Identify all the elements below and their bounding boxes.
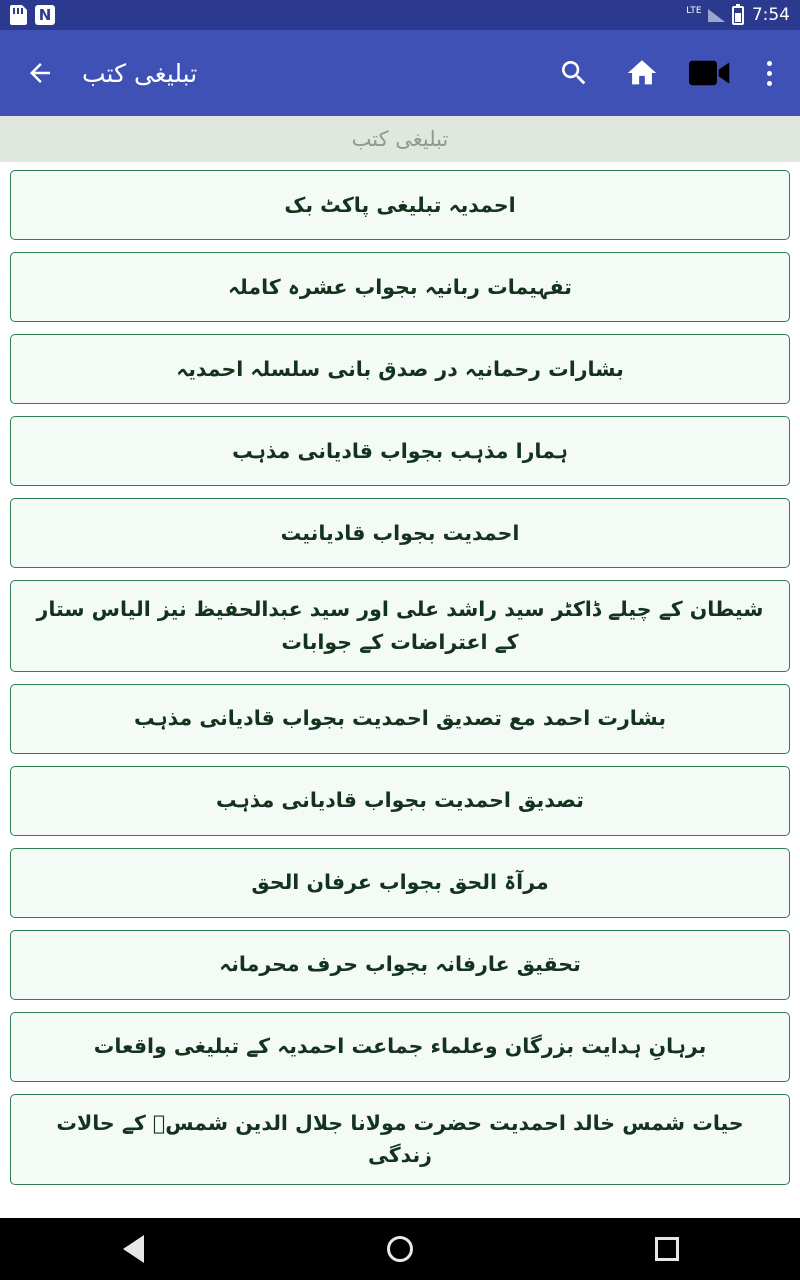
video-icon[interactable] <box>688 51 732 95</box>
list-item-label: بشارات رحمانیہ در صدق بانی سلسلہ احمدیہ <box>176 356 624 381</box>
sd-card-icon <box>10 5 27 25</box>
overflow-menu-icon[interactable] <box>756 51 782 95</box>
list-item-label: حیات شمس خالد احمدیت حضرت مولانا جلال الدین شمسؓ کے حالات زندگی <box>56 1110 744 1168</box>
list-item[interactable] <box>10 170 790 240</box>
arrow-back-icon[interactable] <box>18 51 62 95</box>
list-item[interactable] <box>10 416 790 486</box>
home-nav-icon[interactable] <box>360 1218 440 1280</box>
list-item-label: شیطان کے چیلے ڈاکٹر سید راشد علی اور سید عبدالحفیظ نیز الیاس ستار کے اعتراضات کے جوابات <box>36 597 764 654</box>
list-item[interactable] <box>10 252 790 322</box>
section-header-label: تبلیغی کتب <box>351 127 449 151</box>
list-item[interactable] <box>10 1094 790 1186</box>
home-icon[interactable] <box>620 51 664 95</box>
app-bar <box>0 30 800 116</box>
list-item[interactable] <box>10 1012 790 1082</box>
status-bar <box>0 0 800 30</box>
list-item-label: مرآۃ الحق بجواب عرفان الحق <box>251 870 549 895</box>
list-item[interactable] <box>10 848 790 918</box>
recents-nav-icon[interactable] <box>627 1218 707 1280</box>
list-item-label: برہانِ ہدایت بزرگان وعلماء جماعت احمدیہ کے تبلیغی واقعات <box>93 1034 707 1059</box>
page-title: تبلیغی کتب <box>82 58 198 88</box>
search-icon[interactable] <box>552 51 596 95</box>
status-bar-right-icons <box>686 5 790 25</box>
list-item-label: ہمارا مذہب بجواب قادیانی مذہب <box>232 438 568 463</box>
section-header <box>0 116 800 162</box>
list-item[interactable] <box>10 334 790 404</box>
list-item-label: بشارت احمد مع تصدیق احمدیت بجواب قادیانی مذہب <box>133 706 667 731</box>
clock-label: 7:54 <box>751 5 790 25</box>
list-item[interactable] <box>10 684 790 754</box>
status-bar-left-icons <box>10 5 55 25</box>
list-item[interactable] <box>10 580 790 672</box>
list-item-label: احمدیہ تبلیغی پاکٹ بک <box>284 192 516 217</box>
app-bar-actions <box>552 51 782 95</box>
signal-icon <box>708 8 726 22</box>
list-item[interactable] <box>10 766 790 836</box>
list-item-label: احمدیت بجواب قادیانیت <box>280 520 520 545</box>
network-type-label: LTE <box>686 6 702 16</box>
list-item[interactable] <box>10 498 790 568</box>
list-item-label: تحقیق عارفانہ بجواب حرف محرمانہ <box>219 952 581 977</box>
list-item-label: تصدیق احمدیت بجواب قادیانی مذہب <box>216 788 584 813</box>
list-item[interactable] <box>10 930 790 1000</box>
back-nav-icon[interactable] <box>93 1218 173 1280</box>
list-item-label: تفہیمات ربانیہ بجواب عشرہ کاملہ <box>228 274 572 299</box>
n-app-icon: N <box>35 5 55 25</box>
book-list[interactable] <box>0 162 800 1218</box>
system-navigation-bar <box>0 1218 800 1280</box>
battery-icon <box>732 6 744 25</box>
